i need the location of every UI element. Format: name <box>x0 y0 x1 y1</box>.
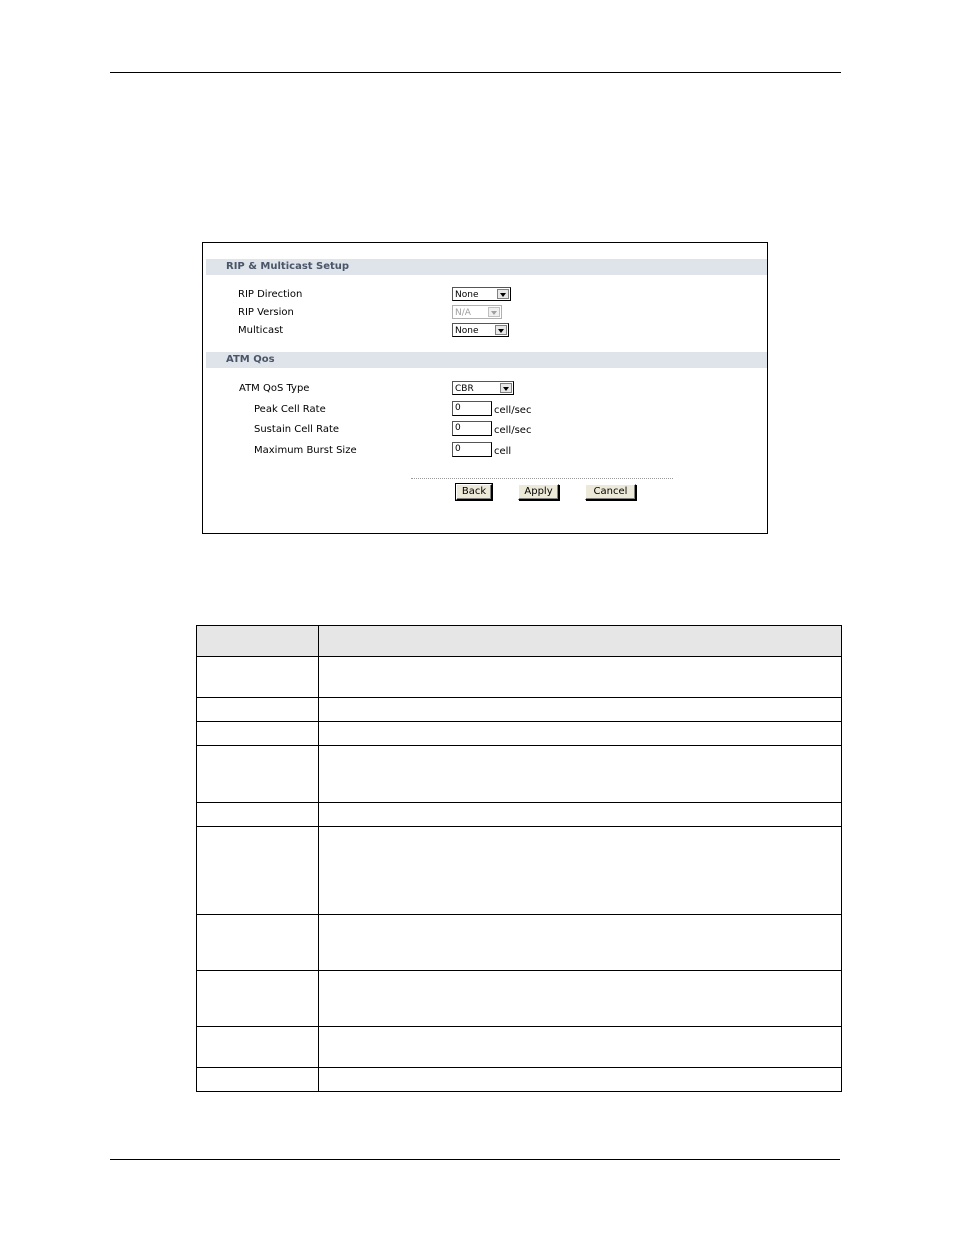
chevron-down-icon <box>495 325 507 335</box>
multicast-select[interactable] <box>452 323 509 337</box>
footer-rule <box>110 1159 840 1160</box>
atm-qos-section-title: ATM Qos <box>226 354 275 365</box>
table-cell <box>319 803 842 827</box>
table-cell <box>197 657 319 698</box>
table-row <box>197 722 842 746</box>
table-cell <box>319 1027 842 1068</box>
table-cell <box>197 1027 319 1068</box>
atm-qos-type-value: CBR <box>455 384 474 394</box>
sustain-cell-rate-label: Sustain Cell Rate <box>254 424 340 435</box>
table-header-cell <box>319 626 842 657</box>
table-row <box>197 1068 842 1092</box>
table-row <box>197 971 842 1027</box>
chevron-down-icon <box>500 383 512 393</box>
table-header-cell <box>197 626 319 657</box>
table-row <box>197 827 842 915</box>
table-cell <box>319 722 842 746</box>
chevron-down-icon <box>488 307 500 317</box>
max-burst-size-input[interactable]: 0 <box>452 442 492 457</box>
table-cell <box>197 698 319 722</box>
table-cell <box>319 746 842 803</box>
table-row <box>197 803 842 827</box>
chevron-down-icon <box>497 289 509 299</box>
table-cell <box>197 746 319 803</box>
multicast-label: Multicast <box>238 325 284 336</box>
description-table <box>196 625 842 1092</box>
table-header-row <box>197 626 842 657</box>
table-cell <box>197 722 319 746</box>
sustain-cell-rate-input[interactable]: 0 <box>452 421 492 436</box>
peak-cell-rate-unit: cell/sec <box>494 405 532 416</box>
table-cell <box>197 915 319 971</box>
table-cell <box>197 1068 319 1092</box>
rip-multicast-section-title: RIP & Multicast Setup <box>226 261 350 272</box>
rip-version-label: RIP Version <box>238 307 294 318</box>
rip-direction-label: RIP Direction <box>238 289 303 300</box>
table-cell <box>197 803 319 827</box>
table-cell <box>319 971 842 1027</box>
max-burst-size-label: Maximum Burst Size <box>254 445 357 456</box>
peak-cell-rate-input[interactable]: 0 <box>452 401 492 416</box>
rip-version-select[interactable] <box>452 305 502 319</box>
atm-qos-type-label: ATM QoS Type <box>239 383 310 394</box>
header-rule <box>110 72 841 73</box>
sustain-cell-rate-unit: cell/sec <box>494 425 532 436</box>
table-row <box>197 657 842 698</box>
atm-qos-type-select[interactable] <box>452 381 514 395</box>
table-row <box>197 698 842 722</box>
apply-button[interactable]: Apply <box>518 484 559 500</box>
table-cell <box>319 698 842 722</box>
back-button[interactable]: Back <box>456 484 492 500</box>
table-cell <box>197 827 319 915</box>
table-row <box>197 1027 842 1068</box>
table-row <box>197 746 842 803</box>
atm-qos-section-header <box>206 352 767 368</box>
multicast-value: None <box>455 326 479 336</box>
table-cell <box>319 827 842 915</box>
table-row <box>197 915 842 971</box>
cancel-button[interactable]: Cancel <box>585 484 636 500</box>
max-burst-size-unit: cell <box>494 446 512 457</box>
table-cell <box>319 915 842 971</box>
rip-multicast-atm-panel <box>202 242 768 534</box>
table-cell <box>197 971 319 1027</box>
table-cell <box>319 1068 842 1092</box>
rip-direction-select[interactable] <box>452 287 511 301</box>
table-cell <box>319 657 842 698</box>
rip-version-value: N/A <box>455 308 471 318</box>
button-divider <box>411 478 673 479</box>
peak-cell-rate-label: Peak Cell Rate <box>254 404 326 415</box>
rip-direction-value: None <box>455 290 479 300</box>
rip-multicast-section-header <box>206 259 767 275</box>
